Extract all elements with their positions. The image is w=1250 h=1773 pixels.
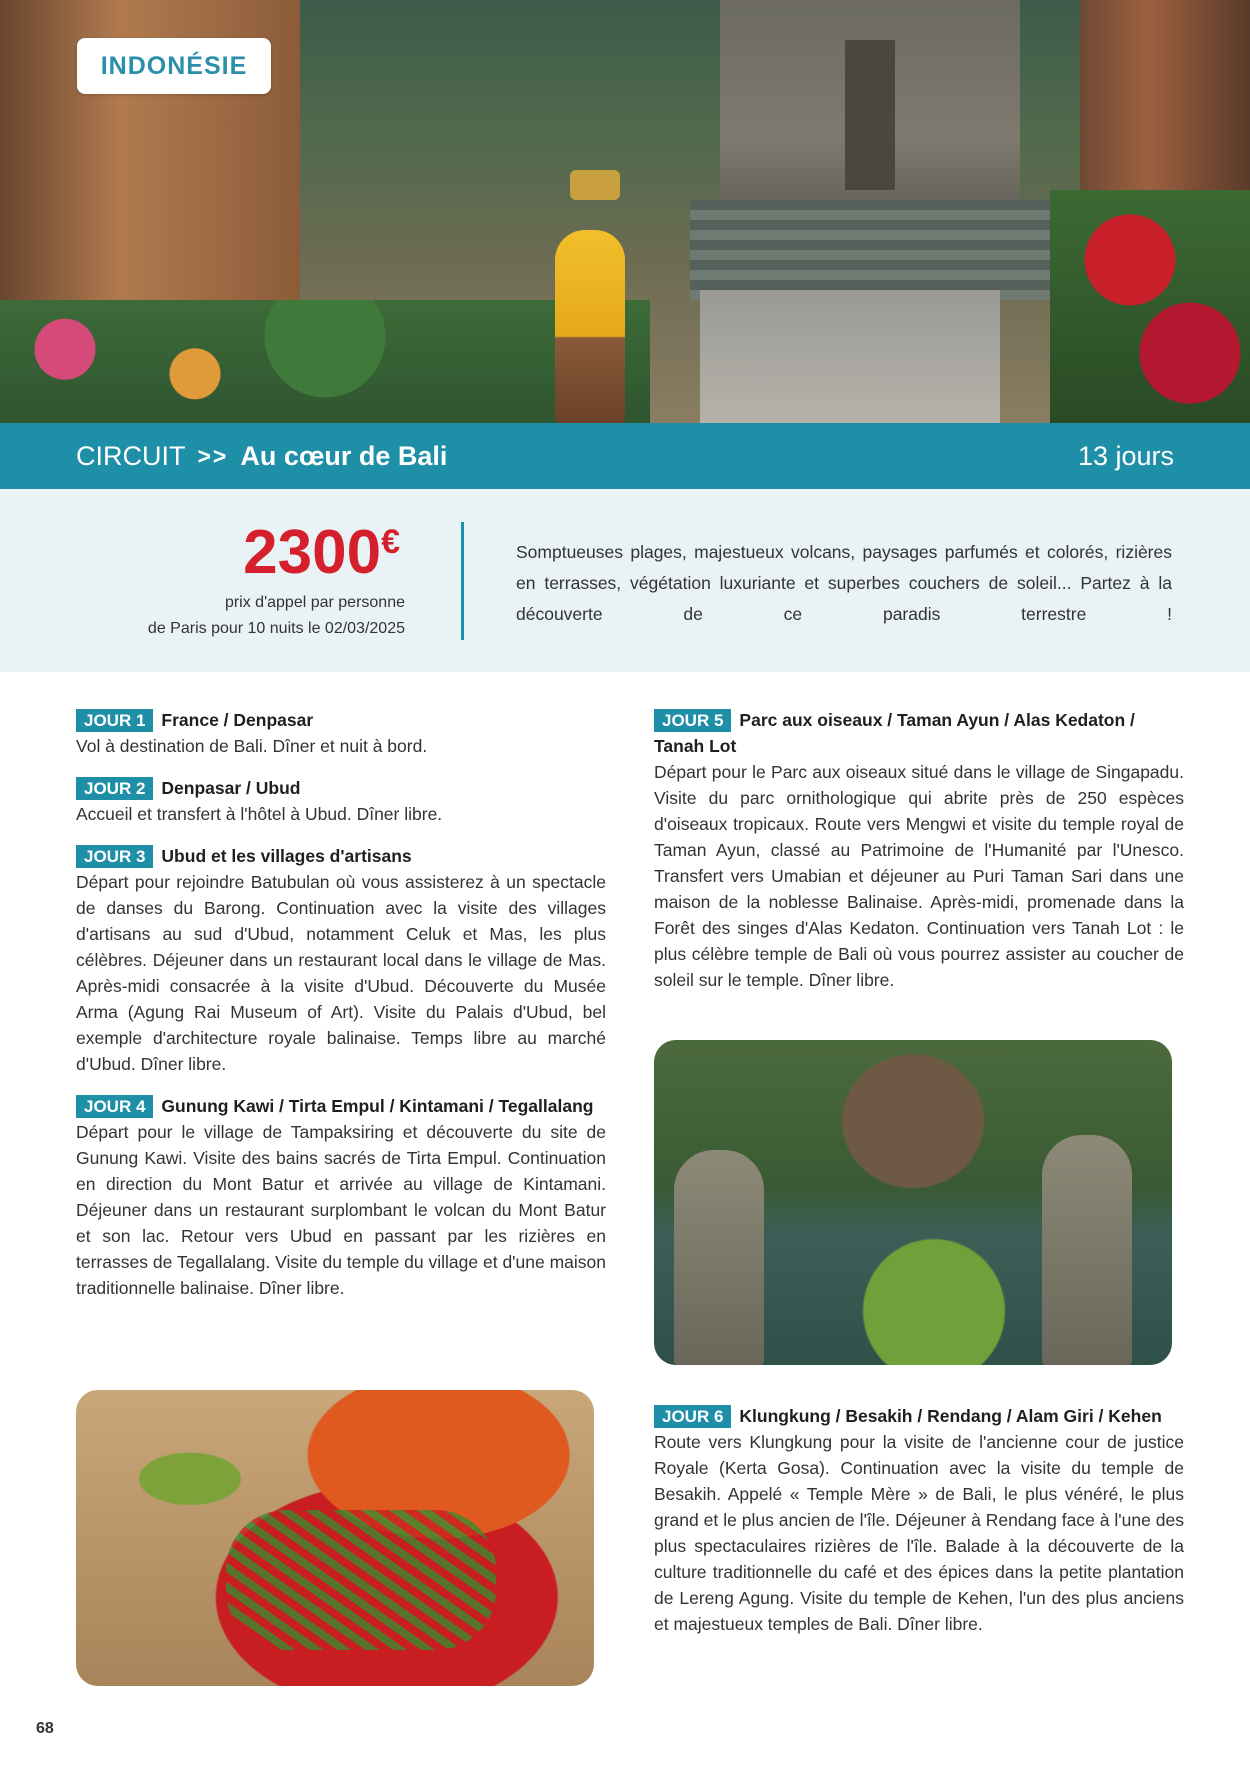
- price-line-2: de Paris pour 10 nuits le 02/03/2025: [147, 620, 405, 637]
- day-title: Parc aux oiseaux / Taman Ayun / Alas Kedaton / Tanah Lot: [654, 710, 1135, 756]
- day-title: Klungkung / Besakih / Rendang / Alam Giri / Kehen: [739, 1406, 1162, 1426]
- day-1: [76, 707, 606, 759]
- day-title: Gunung Kawi / Tirta Empul / Kintamani / Tegallalang: [161, 1096, 594, 1116]
- itinerary-right-column-lower: [654, 1403, 1184, 1653]
- circuit-title-bar: [0, 423, 1250, 489]
- day-text: Route vers Klungkung pour la visite de l'ancienne cour de justice Royale (Kerta Gosa). Continuation avec la visite du temple de Besakih. Appelé « Temple Mère » de Bali, le plus vénéré, le plus grand et le plus ancien de l'île. Déjeuner à Rendang face à l'une des plus spectaculaires rizières de l'île. Balade à la découverte de la culture traditionnelle du café et des épices dans la petite plantation de Lereng Agung. Visite du temple de Kehen, l'un des plus anciens et majestueux temples de Bali. Dîner libre.: [654, 1432, 1184, 1634]
- day-badge: JOUR 5: [654, 709, 731, 732]
- day-text: Départ pour rejoindre Batubulan où vous assisterez à un spectacle de danses du Barong. Continuation avec la visite des villages d'artisans au sud d'Ubud, notamment Celuk et Mas, les plus célèbres. Déjeuner dans un restaurant local dans le village de Mas. Après-midi consacrée à la visite d'Ubud. Découverte du Musée Arma (Agung Rai Museum of Art). Visite du Palais d'Ubud, bel exemple d'architecture royale balinaise. Temps libre au marché d'Ubud. Dîner libre.: [76, 872, 606, 1074]
- circuit-label: CIRCUIT: [76, 440, 186, 471]
- day-title: Ubud et les villages d'artisans: [161, 846, 412, 866]
- day-4: [76, 1093, 606, 1301]
- country-badge: INDONÉSIE: [77, 38, 271, 94]
- temple-photo: [654, 1040, 1172, 1365]
- circuit-duration: 13 jours: [1077, 440, 1174, 471]
- day-badge: JOUR 6: [654, 1405, 731, 1428]
- day-5: [654, 707, 1184, 993]
- chili-market-photo: [76, 1390, 594, 1686]
- price-line-1: prix d'appel par personne: [224, 594, 405, 611]
- day-6: [654, 1403, 1184, 1637]
- day-text: Vol à destination de Bali. Dîner et nuit à bord.: [76, 736, 428, 756]
- day-title: France / Denpasar: [161, 710, 314, 730]
- price-currency: €: [381, 523, 400, 561]
- price-amount: [220, 518, 400, 587]
- day-title: Denpasar / Ubud: [161, 778, 301, 798]
- circuit-title: Au cœur de Bali: [240, 440, 448, 471]
- price-divider: [461, 522, 464, 640]
- day-text: Départ pour le Parc aux oiseaux situé dans le village de Singapadu. Visite du parc ornithologique qui abrite près de 250 espèces d'oiseaux tropicaux. Route vers Mengwi et visite du temple royal de Taman Ayun, classé au Patrimoine de l'Humanité par l'Unesco. Transfert vers Umabian et déjeuner au Puri Taman Sari dans une maison de la noblesse Balinaise. Après-midi, promenade dans la Forêt des singes d'Alas Kedaton. Continuation vers Tanah Lot : le plus célèbre temple de Bali où vous pourrez assister au coucher de soleil sur le temple. Dîner libre.: [654, 762, 1184, 990]
- day-badge: JOUR 2: [76, 777, 153, 800]
- day-badge: JOUR 1: [76, 709, 153, 732]
- chevron-icon: >>: [197, 442, 229, 469]
- day-3: [76, 843, 606, 1077]
- day-2: [76, 775, 606, 827]
- itinerary-right-column: [654, 707, 1184, 1009]
- day-text: Départ pour le village de Tampaksiring et découverte du site de Gunung Kawi. Visite des bains sacrés de Tirta Empul. Continuation en direction du Mont Batur et arrivée au village de Kintamani. Déjeuner dans un restaurant surplombant le volcan du Mont Batur et son lac. Retour vers Ubud en passant par les rizières en terrasses de Tegallalang. Visite du temple du village et d'une maison traditionnelle balinaise. Dîner libre.: [76, 1122, 606, 1298]
- day-badge: JOUR 4: [76, 1095, 153, 1118]
- page-number: 68: [36, 1720, 54, 1737]
- price-value: 2300: [243, 518, 382, 587]
- itinerary-left-column: [76, 707, 606, 1317]
- price-details: [60, 590, 405, 642]
- intro-text: Somptueuses plages, majestueux volcans, paysages parfumés et colorés, rizières en terrasses, végétation luxuriante et superbes couchers de soleil... Partez à la découverte de ce paradis terrestre !: [516, 542, 1172, 624]
- day-badge: JOUR 3: [76, 845, 153, 868]
- day-text: Accueil et transfert à l'hôtel à Ubud. Dîner libre.: [76, 804, 443, 824]
